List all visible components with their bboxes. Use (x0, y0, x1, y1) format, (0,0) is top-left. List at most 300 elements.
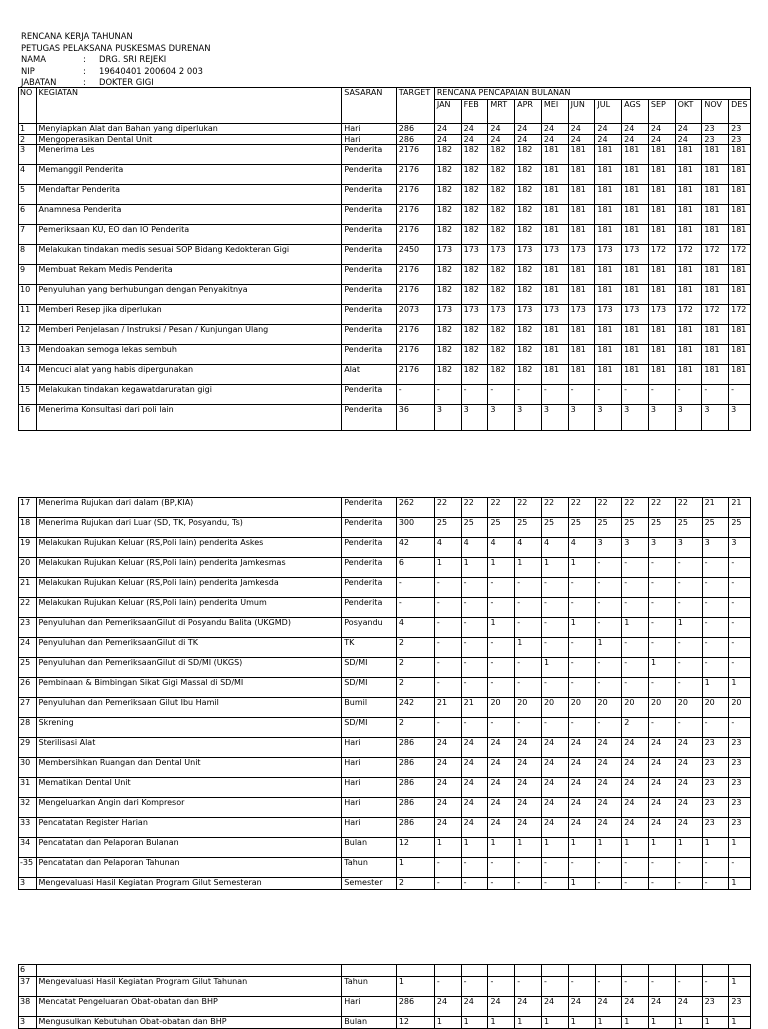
row-month-value: 181 (568, 145, 595, 165)
row-target: 300 (396, 518, 434, 538)
row-month-value: 21 (702, 498, 729, 518)
row-month-value: - (675, 718, 702, 738)
row-month-value: 23 (702, 818, 729, 838)
row-month-value: 181 (541, 205, 568, 225)
activity-table-part-1 (18, 87, 751, 431)
row-kegiatan: Melakukan Rujukan Keluar (RS,Poli lain) penderita Umum (36, 598, 342, 618)
row-target: 42 (396, 538, 434, 558)
row-kegiatan: Menerima Konsultasi dari poli lain (36, 405, 342, 431)
row-month-value: - (729, 858, 751, 878)
row-target: 2176 (396, 225, 434, 245)
row-month-value: 181 (568, 325, 595, 345)
row-target: 286 (396, 818, 434, 838)
row-sasaran: Penderita (342, 345, 397, 365)
row-number: 1 (19, 124, 37, 135)
row-target: 2176 (396, 365, 434, 385)
row-month-value: 3 (461, 405, 488, 431)
row-target: 286 (396, 798, 434, 818)
row-month-value: 1 (649, 1017, 676, 1029)
row-month-value: - (541, 678, 568, 698)
row-month-value: 24 (595, 134, 622, 145)
row-month-value: 3 (541, 405, 568, 431)
row-month-value: 182 (461, 205, 488, 225)
row-number: 4 (19, 165, 37, 185)
row-month-value: 24 (515, 818, 542, 838)
row-month-value: 20 (515, 698, 542, 718)
table-row (19, 977, 751, 997)
row-month-value: 173 (568, 245, 595, 265)
row-sasaran: Penderita (342, 405, 397, 431)
row-month-value: 172 (648, 245, 675, 265)
row-month-value: 3 (622, 405, 649, 431)
row-kegiatan: Mendoakan semoga lekas sembuh (36, 345, 342, 365)
row-target: 2176 (396, 325, 434, 345)
row-month-value: - (675, 638, 702, 658)
row-month-value: 22 (595, 498, 622, 518)
row-month-value: 24 (649, 818, 676, 838)
row-month-value: 24 (461, 997, 488, 1017)
row-month-value: - (675, 598, 702, 618)
row-month-value: - (675, 977, 702, 997)
row-month-value: 24 (622, 124, 649, 135)
row-month-value: 173 (515, 245, 542, 265)
row-month-value: 181 (648, 225, 675, 245)
row-sasaran: Bumil (342, 698, 397, 718)
row-month-value: 181 (729, 345, 751, 365)
row-month-value: 1 (729, 878, 751, 890)
row-month-value: - (702, 858, 729, 878)
row-month-value: 182 (461, 225, 488, 245)
row-month-value: 182 (515, 225, 542, 245)
table-row (19, 285, 751, 305)
row-month-value: - (595, 678, 622, 698)
row-month-value: 1 (729, 838, 751, 858)
row-number: 3 (19, 145, 37, 165)
row-month-value: 173 (461, 305, 488, 325)
row-month-value: 173 (488, 305, 515, 325)
row-month-value: - (622, 678, 649, 698)
row-kegiatan: Pencatatan dan Pelaporan Tahunan (36, 858, 342, 878)
row-month-value: 25 (568, 518, 595, 538)
table-row (19, 558, 751, 578)
row-month-value: 24 (568, 758, 595, 778)
row-month-value: 1 (675, 618, 702, 638)
row-month-value: 181 (622, 205, 649, 225)
row-sasaran: Bulan (342, 838, 397, 858)
row-month-value: 4 (488, 538, 515, 558)
row-month-value: 182 (434, 165, 461, 185)
row-month-value: 1 (622, 838, 649, 858)
row-month-value: 24 (595, 778, 622, 798)
row-month-value: 181 (648, 205, 675, 225)
row-month-value: - (622, 977, 649, 997)
row-target: 2 (396, 718, 434, 738)
table-row (19, 638, 751, 658)
row-month-value: 24 (675, 134, 702, 145)
row-month-value: 181 (622, 265, 649, 285)
row-month-value: 20 (541, 698, 568, 718)
row-month-value: 24 (515, 778, 542, 798)
table-row (19, 245, 751, 265)
table-row (19, 778, 751, 798)
row-month-value: 181 (595, 205, 622, 225)
row-month-value: 24 (675, 758, 702, 778)
row-month-value: 182 (488, 265, 515, 285)
row-month-value: 23 (729, 818, 751, 838)
row-month-value: 1 (568, 1017, 595, 1029)
row-month-value: 3 (434, 405, 461, 431)
row-month-value: 3 (729, 538, 751, 558)
row-month-value: - (622, 878, 649, 890)
row-month-value: 173 (595, 305, 622, 325)
row-number: 9 (19, 265, 37, 285)
row-sasaran: Penderita (342, 325, 397, 345)
row-month-value: 25 (675, 518, 702, 538)
row-month-value: 182 (515, 345, 542, 365)
row-kegiatan: Membuat Rekam Medis Penderita (36, 265, 342, 285)
row-month-value: 182 (488, 325, 515, 345)
table-row (19, 265, 751, 285)
row-month-value: 182 (515, 145, 542, 165)
row-month-value: - (675, 678, 702, 698)
row-month-value: 172 (729, 245, 751, 265)
table-row (19, 965, 751, 977)
row-month-value: - (461, 618, 488, 638)
row-month-value: 182 (461, 165, 488, 185)
row-month-value: 182 (434, 145, 461, 165)
row-month-value: 182 (434, 185, 461, 205)
row-month-value: 182 (515, 185, 542, 205)
row-month-value: 181 (622, 325, 649, 345)
row-month-value: 172 (675, 305, 702, 325)
row-month-value: 24 (649, 997, 676, 1017)
row-month-value: 182 (434, 265, 461, 285)
row-month-value: 181 (702, 265, 729, 285)
row-month-value: 24 (568, 997, 595, 1017)
row-month-value: 24 (515, 738, 542, 758)
col-header-month: MRT (488, 100, 515, 124)
row-month-value (729, 965, 751, 977)
row-month-value: 3 (568, 405, 595, 431)
col-header-month: FEB (461, 100, 488, 124)
row-month-value: 24 (568, 818, 595, 838)
row-month-value: - (702, 718, 729, 738)
row-month-value: 181 (729, 265, 751, 285)
row-number: 25 (19, 658, 37, 678)
row-number: 3 (19, 878, 37, 890)
row-month-value: 182 (488, 365, 515, 385)
row-month-value: 24 (488, 124, 515, 135)
row-month-value: 181 (702, 165, 729, 185)
row-month-value: 182 (461, 325, 488, 345)
row-sasaran: Penderita (342, 305, 397, 325)
row-month-value: - (434, 598, 461, 618)
row-month-value: - (434, 618, 461, 638)
row-month-value: 173 (595, 245, 622, 265)
row-month-value: 25 (622, 518, 649, 538)
row-month-value: 22 (649, 498, 676, 518)
row-month-value: - (541, 718, 568, 738)
row-month-value: - (649, 578, 676, 598)
row-month-value: 182 (461, 345, 488, 365)
row-month-value: - (434, 385, 461, 405)
row-month-value: - (488, 598, 515, 618)
row-month-value: 182 (461, 285, 488, 305)
row-month-value: 181 (541, 265, 568, 285)
row-month-value (434, 965, 461, 977)
row-month-value: 181 (648, 145, 675, 165)
row-month-value: 181 (541, 145, 568, 165)
row-month-value: - (488, 638, 515, 658)
row-month-value: 24 (675, 818, 702, 838)
row-month-value: - (461, 638, 488, 658)
row-month-value: 24 (434, 798, 461, 818)
row-month-value: 181 (702, 365, 729, 385)
row-month-value: - (434, 638, 461, 658)
row-month-value: - (702, 598, 729, 618)
row-month-value: 181 (729, 185, 751, 205)
row-kegiatan: Pencatatan Register Harian (36, 818, 342, 838)
row-month-value: 181 (648, 165, 675, 185)
row-month-value: 181 (622, 285, 649, 305)
row-target: 2 (396, 678, 434, 698)
row-month-value: - (515, 718, 542, 738)
row-month-value: 173 (541, 245, 568, 265)
row-month-value: 24 (488, 758, 515, 778)
row-month-value: 181 (675, 265, 702, 285)
row-month-value: 24 (622, 778, 649, 798)
row-month-value: 182 (434, 225, 461, 245)
row-month-value: - (461, 578, 488, 598)
row-month-value: - (541, 618, 568, 638)
row-month-value: 20 (568, 698, 595, 718)
row-month-value: 23 (729, 758, 751, 778)
row-month-value: - (515, 578, 542, 598)
table-row (19, 738, 751, 758)
row-month-value: - (649, 558, 676, 578)
row-kegiatan: Menerima Les (36, 145, 342, 165)
row-number: 24 (19, 638, 37, 658)
row-month-value: - (568, 385, 595, 405)
row-month-value: 182 (515, 285, 542, 305)
row-month-value: 24 (648, 124, 675, 135)
row-month-value: 1 (515, 1017, 542, 1029)
row-month-value: - (515, 658, 542, 678)
table-row (19, 758, 751, 778)
row-month-value: 181 (648, 265, 675, 285)
row-number: 16 (19, 405, 37, 431)
row-sasaran: SD/MI (342, 658, 397, 678)
row-month-value: 172 (729, 305, 751, 325)
row-month-value: - (568, 678, 595, 698)
row-month-value: 173 (434, 305, 461, 325)
row-month-value: 182 (515, 165, 542, 185)
row-month-value: 20 (622, 698, 649, 718)
row-month-value: 1 (434, 838, 461, 858)
row-month-value: 24 (595, 818, 622, 838)
row-kegiatan: Sterilisasi Alat (36, 738, 342, 758)
row-kegiatan: Penyuluhan dan PemeriksaanGilut di SD/MI (UKGS) (36, 658, 342, 678)
row-month-value: 1 (622, 1017, 649, 1029)
row-month-value: 181 (568, 345, 595, 365)
row-month-value: - (649, 678, 676, 698)
row-target: 2450 (396, 245, 434, 265)
row-month-value: - (541, 598, 568, 618)
row-month-value: 182 (488, 285, 515, 305)
row-month-value: 20 (649, 698, 676, 718)
row-sasaran: Penderita (342, 518, 397, 538)
row-month-value: 182 (515, 205, 542, 225)
row-month-value: 1 (595, 638, 622, 658)
table-header-row (19, 88, 751, 100)
row-target: - (396, 598, 434, 618)
row-month-value: - (675, 578, 702, 598)
row-month-value: - (568, 658, 595, 678)
row-month-value: 172 (675, 245, 702, 265)
row-month-value: 1 (541, 1017, 568, 1029)
row-sasaran: Alat (342, 365, 397, 385)
row-month-value: 172 (702, 245, 729, 265)
row-month-value: 1 (515, 638, 542, 658)
row-month-value: - (649, 718, 676, 738)
row-month-value: 24 (541, 778, 568, 798)
row-month-value: 24 (675, 798, 702, 818)
row-month-value: - (595, 878, 622, 890)
row-month-value: - (488, 977, 515, 997)
row-month-value: 1 (568, 618, 595, 638)
row-month-value: - (595, 558, 622, 578)
row-month-value: 24 (461, 798, 488, 818)
row-target: 262 (396, 498, 434, 518)
row-month-value: 181 (702, 345, 729, 365)
table-row (19, 498, 751, 518)
row-target: 2176 (396, 185, 434, 205)
row-month-value: 24 (515, 798, 542, 818)
row-month-value: 24 (568, 738, 595, 758)
row-sasaran: Penderita (342, 285, 397, 305)
row-sasaran: Penderita (342, 145, 397, 165)
row-month-value: 3 (649, 538, 676, 558)
row-month-value: - (488, 658, 515, 678)
row-month-value: 181 (675, 285, 702, 305)
row-number: 29 (19, 738, 37, 758)
row-month-value: 23 (729, 738, 751, 758)
row-sasaran: Bulan (342, 1017, 397, 1029)
row-month-value: 3 (515, 405, 542, 431)
row-kegiatan: Pembinaan & Bimbingan Sikat Gigi Massal di SD/MI (36, 678, 342, 698)
row-month-value: 1 (568, 838, 595, 858)
row-month-value: 24 (541, 818, 568, 838)
row-month-value: - (595, 658, 622, 678)
row-month-value: - (675, 858, 702, 878)
row-sasaran (342, 965, 397, 977)
row-month-value: 23 (702, 778, 729, 798)
table-row (19, 698, 751, 718)
row-month-value: 21 (729, 498, 751, 518)
row-month-value: - (568, 578, 595, 598)
table-row (19, 345, 751, 365)
row-month-value: 1 (488, 618, 515, 638)
row-target: 2176 (396, 205, 434, 225)
row-number: 28 (19, 718, 37, 738)
row-month-value: 181 (648, 325, 675, 345)
row-month-value: 181 (675, 205, 702, 225)
row-number: 38 (19, 997, 37, 1017)
row-month-value: 182 (515, 365, 542, 385)
table-row (19, 385, 751, 405)
row-month-value: 181 (568, 225, 595, 245)
row-month-value: - (649, 598, 676, 618)
row-month-value: - (568, 977, 595, 997)
row-month-value: - (434, 658, 461, 678)
row-month-value: 20 (729, 698, 751, 718)
row-month-value: 25 (541, 518, 568, 538)
row-month-value: 181 (675, 225, 702, 245)
row-month-value: 182 (434, 285, 461, 305)
row-month-value: - (729, 558, 751, 578)
row-target: 12 (396, 838, 434, 858)
row-month-value: 173 (568, 305, 595, 325)
row-month-value: 24 (675, 778, 702, 798)
row-target: 36 (396, 405, 434, 431)
row-sasaran: Hari (342, 818, 397, 838)
row-month-value: - (541, 638, 568, 658)
row-month-value: 1 (675, 838, 702, 858)
row-month-value: - (568, 718, 595, 738)
row-month-value: 181 (675, 325, 702, 345)
row-sasaran: Penderita (342, 205, 397, 225)
table-row (19, 878, 751, 890)
row-month-value: 22 (541, 498, 568, 518)
row-month-value: 25 (595, 518, 622, 538)
row-month-value: - (541, 385, 568, 405)
row-month-value: 181 (648, 185, 675, 205)
row-month-value: 24 (515, 997, 542, 1017)
row-month-value: 182 (488, 145, 515, 165)
row-month-value: 181 (595, 325, 622, 345)
row-month-value: - (729, 598, 751, 618)
col-header-month: OKT (675, 100, 702, 124)
row-sasaran: Hari (342, 798, 397, 818)
table-row (19, 658, 751, 678)
row-month-value (622, 965, 649, 977)
col-header-sasaran: SASARAN (342, 88, 397, 124)
row-month-value: - (595, 977, 622, 997)
row-number: 33 (19, 818, 37, 838)
row-month-value: 24 (541, 134, 568, 145)
table-row (19, 225, 751, 245)
row-month-value: 24 (622, 798, 649, 818)
row-month-value: 24 (595, 738, 622, 758)
row-month-value: 25 (515, 518, 542, 538)
row-sasaran: SD/MI (342, 678, 397, 698)
row-month-value: - (568, 638, 595, 658)
row-month-value: 181 (729, 365, 751, 385)
row-month-value: 181 (622, 145, 649, 165)
row-month-value: - (622, 598, 649, 618)
row-month-value: 24 (461, 738, 488, 758)
col-header-no: NO (19, 88, 37, 124)
row-month-value: 24 (434, 997, 461, 1017)
row-month-value: - (541, 878, 568, 890)
row-month-value: - (541, 578, 568, 598)
row-month-value: 181 (702, 225, 729, 245)
row-target: 2176 (396, 145, 434, 165)
row-month-value: - (488, 718, 515, 738)
row-month-value: - (649, 977, 676, 997)
row-month-value: 24 (488, 798, 515, 818)
row-month-value: 25 (488, 518, 515, 538)
